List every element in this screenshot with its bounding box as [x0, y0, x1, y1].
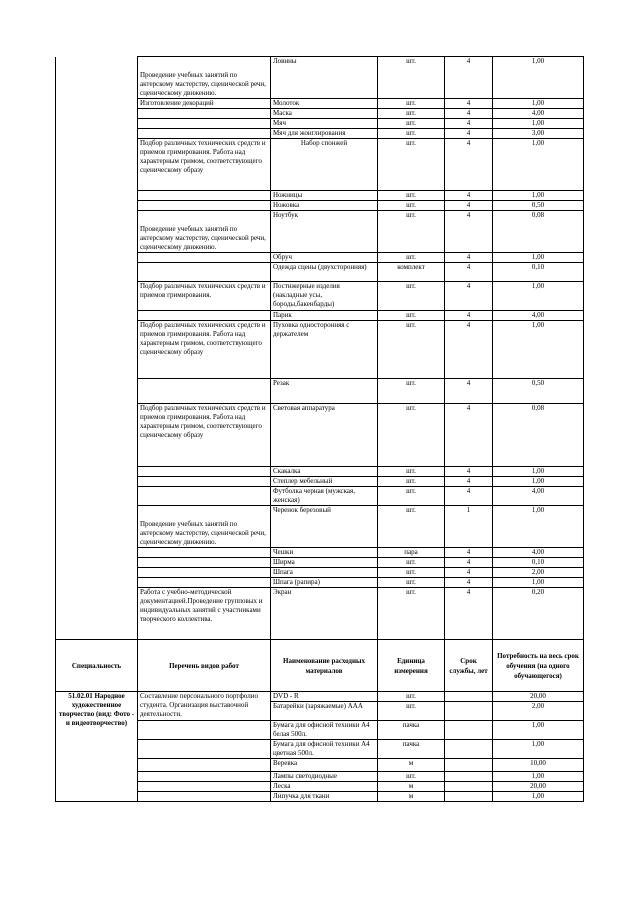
works-cell: [138, 467, 271, 477]
years-cell: 4: [445, 379, 493, 404]
unit-cell: шт.: [378, 253, 445, 263]
specialty-cell-empty: [56, 263, 138, 282]
works-cell: Проведение учебных занятий по актерскому мастерству, сценической речи, сценическому движению.: [138, 506, 271, 548]
table-row: [56, 692, 584, 702]
need-cell: 0,20: [493, 588, 584, 640]
need-cell: 1,00: [493, 99, 584, 109]
material-cell: Шпага: [271, 568, 378, 578]
material-cell: Мяч: [271, 119, 378, 129]
need-cell: 0,10: [493, 558, 584, 568]
table-row: [56, 379, 584, 404]
unit-cell: шт.: [378, 379, 445, 404]
material-cell: Одежда сцены (двухсторонняя): [271, 263, 378, 282]
specialty-cell-empty: [56, 109, 138, 119]
unit-cell: шт.: [378, 282, 445, 311]
need-cell: 0,08: [493, 404, 584, 467]
specialty-cell-empty: [56, 321, 138, 379]
table-row: [56, 282, 584, 311]
material-cell: Чешки: [271, 548, 378, 558]
works-cell: [138, 119, 271, 129]
works-cell: [138, 578, 271, 588]
unit-cell: шт.: [378, 109, 445, 119]
table-row: [56, 506, 584, 548]
unit-cell: пачка: [378, 740, 445, 759]
material-cell: Черенок березовый: [271, 506, 378, 548]
years-cell: [445, 692, 493, 702]
years-cell: 4: [445, 139, 493, 191]
works-cell: [138, 311, 271, 321]
works-cell: [138, 109, 271, 119]
years-cell: 4: [445, 487, 493, 506]
years-cell: 4: [445, 568, 493, 578]
years-cell: [445, 759, 493, 772]
table-row: [56, 57, 584, 99]
table-row: [56, 568, 584, 578]
years-cell: 4: [445, 201, 493, 211]
works-cell: [138, 263, 271, 282]
works-cell: Подбор различных технических средств и приемов гримирования. Работа над характерным гримом, соответствующего сценическому образу: [138, 139, 271, 191]
years-cell: 4: [445, 57, 493, 99]
unit-cell: шт.: [378, 772, 445, 782]
unit-cell: шт.: [378, 139, 445, 191]
works-cell: [138, 487, 271, 506]
works-cell: Составление персонального портфолио студента. Организация выставочной деятельности.: [138, 692, 271, 721]
need-cell: 1,00: [493, 721, 584, 740]
table-row: [56, 467, 584, 477]
material-cell: Леска: [271, 782, 378, 792]
unit-cell: комплект: [378, 263, 445, 282]
materials-table: [55, 56, 584, 802]
need-cell: 1,00: [493, 139, 584, 191]
years-cell: [445, 721, 493, 740]
need-cell: 1,00: [493, 578, 584, 588]
header-works: Перечень видов работ: [138, 640, 271, 692]
material-cell: Ножницы: [271, 191, 378, 201]
need-cell: 1,00: [493, 253, 584, 263]
works-cell: [138, 191, 271, 201]
unit-cell: м: [378, 759, 445, 772]
unit-cell: шт.: [378, 506, 445, 548]
works-cell: [138, 558, 271, 568]
works-cell: Работа с учебно-методической документацией.Проведение групповых и индивидуальных занятий с участниками творческого коллектива.: [138, 588, 271, 640]
material-cell: Веревка: [271, 759, 378, 772]
table-row: [56, 321, 584, 379]
table-row: [56, 477, 584, 487]
need-cell: 1,00: [493, 506, 584, 548]
specialty-cell-empty: [56, 558, 138, 568]
specialty-cell-empty: [56, 506, 138, 548]
specialty-cell: 51.02.01 Народное художественное творчество (вид: Фото - и видеотворчество): [56, 692, 138, 802]
unit-cell: шт.: [378, 99, 445, 109]
specialty-cell-empty: [56, 311, 138, 321]
need-cell: 1,00: [493, 282, 584, 311]
unit-cell: шт.: [378, 568, 445, 578]
works-cell: [138, 477, 271, 487]
table-row: [56, 211, 584, 253]
years-cell: 4: [445, 191, 493, 201]
need-cell: 4,00: [493, 109, 584, 119]
need-cell: 4,00: [493, 548, 584, 558]
specialty-cell-empty: [56, 139, 138, 191]
years-cell: 4: [445, 548, 493, 558]
years-cell: 4: [445, 263, 493, 282]
works-cell: [138, 568, 271, 578]
works-cell: Подбор различных технических средств и приемов гримирования. Работа над характерным гримом, соответствующего сценическому образу: [138, 404, 271, 467]
need-cell: 0,10: [493, 263, 584, 282]
unit-cell: шт.: [378, 404, 445, 467]
specialty-cell-empty: [56, 282, 138, 311]
material-cell: Постижерные изделия (накладные усы, бороды,бакенбарды): [271, 282, 378, 311]
years-cell: 4: [445, 578, 493, 588]
unit-cell: шт.: [378, 558, 445, 568]
header-specialty: Специальность: [56, 640, 138, 692]
years-cell: [445, 772, 493, 782]
need-cell: 4,00: [493, 487, 584, 506]
works-cell: Подбор различных технических средств и приемов гримирования. Работа над характерным гримом, соответствующего сценическому образу: [138, 321, 271, 379]
unit-cell: шт.: [378, 692, 445, 702]
unit-cell: шт.: [378, 477, 445, 487]
unit-cell: пара: [378, 548, 445, 558]
table-row: [56, 119, 584, 129]
material-cell: Бумага для офисной техники А4 белая 500л.: [271, 721, 378, 740]
need-cell: 2,00: [493, 568, 584, 578]
table-header-row: [56, 640, 584, 692]
material-cell: Мяч для жонглирования: [271, 129, 378, 139]
material-cell: Шпага (рапира): [271, 578, 378, 588]
material-cell: Лампы светодиодные: [271, 772, 378, 782]
header-unit: Единица измерения: [378, 640, 445, 692]
years-cell: 4: [445, 477, 493, 487]
works-cell-empty: [138, 721, 271, 740]
unit-cell: шт.: [378, 57, 445, 99]
need-cell: 4,00: [493, 311, 584, 321]
specialty-cell-empty: [56, 404, 138, 467]
table-row: [56, 548, 584, 558]
specialty-cell-empty: [56, 253, 138, 263]
works-cell: [138, 548, 271, 558]
need-cell: 10,00: [493, 759, 584, 772]
need-cell: 1,00: [493, 321, 584, 379]
years-cell: [445, 782, 493, 792]
material-cell: Набор спонжей: [271, 139, 378, 191]
header-materials: Наименование расходных материалов: [271, 640, 378, 692]
need-cell: 20,00: [493, 782, 584, 792]
years-cell: 4: [445, 99, 493, 109]
table-row: [56, 404, 584, 467]
specialty-cell-empty: [56, 99, 138, 109]
works-cell-empty: [138, 759, 271, 772]
years-cell: 4: [445, 404, 493, 467]
table-row: [56, 99, 584, 109]
specialty-cell-empty: [56, 211, 138, 253]
unit-cell: шт.: [378, 578, 445, 588]
material-cell: Ноутбук: [271, 211, 378, 253]
works-cell-empty: [138, 772, 271, 782]
specialty-cell-empty: [56, 568, 138, 578]
specialty-cell-empty: [56, 588, 138, 640]
years-cell: 4: [445, 119, 493, 129]
need-cell: 2,00: [493, 702, 584, 721]
table-row: [56, 191, 584, 201]
need-cell: 1,00: [493, 740, 584, 759]
specialty-cell-empty: [56, 578, 138, 588]
need-cell: 1,00: [493, 467, 584, 477]
specialty-cell-empty: [56, 119, 138, 129]
need-cell: 1,00: [493, 191, 584, 201]
table-row: [56, 311, 584, 321]
material-cell: Маска: [271, 109, 378, 119]
material-cell: Ножовка: [271, 201, 378, 211]
specialty-cell-empty: [56, 191, 138, 201]
years-cell: [445, 740, 493, 759]
years-cell: 4: [445, 321, 493, 379]
specialty-cell-empty: [56, 548, 138, 558]
unit-cell: шт.: [378, 201, 445, 211]
specialty-cell-empty: [56, 477, 138, 487]
unit-cell: шт.: [378, 588, 445, 640]
header-need: Потребность на весь срок обучения (на одного обучающегося): [493, 640, 584, 692]
material-cell: DVD - R: [271, 692, 378, 702]
material-cell: Футболка черная (мужская, женская): [271, 487, 378, 506]
material-cell: Степлер мебельный: [271, 477, 378, 487]
material-cell: Молоток: [271, 99, 378, 109]
years-cell: 4: [445, 282, 493, 311]
table-row: [56, 201, 584, 211]
years-cell: 4: [445, 467, 493, 477]
unit-cell: шт.: [378, 702, 445, 721]
material-cell: Пуховка односторонняя с держателем: [271, 321, 378, 379]
works-cell: [138, 253, 271, 263]
table-row: [56, 253, 584, 263]
header-years: Срок службы, лет: [445, 640, 493, 692]
specialty-cell-empty: [56, 467, 138, 477]
table-row: [56, 588, 584, 640]
material-cell: Парик: [271, 311, 378, 321]
specialty-cell-empty: [56, 487, 138, 506]
need-cell: 0,08: [493, 211, 584, 253]
material-cell: Ширма: [271, 558, 378, 568]
material-cell: Обруч: [271, 253, 378, 263]
material-cell: Ловины: [271, 57, 378, 99]
table-row: [56, 109, 584, 119]
material-cell: Скакалка: [271, 467, 378, 477]
table-row: [56, 487, 584, 506]
years-cell: 4: [445, 588, 493, 640]
need-cell: 1,00: [493, 792, 584, 802]
works-cell-empty: [138, 740, 271, 759]
years-cell: 4: [445, 311, 493, 321]
years-cell: 4: [445, 558, 493, 568]
unit-cell: шт.: [378, 467, 445, 477]
works-cell: [138, 379, 271, 404]
need-cell: 1,00: [493, 772, 584, 782]
material-cell: Резак: [271, 379, 378, 404]
works-cell: Изготовление декораций: [138, 99, 271, 109]
need-cell: 0,50: [493, 201, 584, 211]
years-cell: [445, 792, 493, 802]
material-cell: Липучка для ткани: [271, 792, 378, 802]
works-cell-empty: [138, 792, 271, 802]
unit-cell: пачка: [378, 721, 445, 740]
need-cell: 0,50: [493, 379, 584, 404]
unit-cell: шт.: [378, 487, 445, 506]
works-cell-empty: [138, 782, 271, 792]
unit-cell: м: [378, 792, 445, 802]
years-cell: 4: [445, 109, 493, 119]
table-row: [56, 263, 584, 282]
table-row: [56, 139, 584, 191]
years-cell: [445, 702, 493, 721]
need-cell: 1,00: [493, 477, 584, 487]
material-cell: Световая аппаратура: [271, 404, 378, 467]
specialty-cell-empty: [56, 201, 138, 211]
unit-cell: шт.: [378, 119, 445, 129]
unit-cell: м: [378, 782, 445, 792]
works-cell: Проведение учебных занятий по актерскому мастерству, сценической речи, сценическому движению.: [138, 57, 271, 99]
need-cell: 3,00: [493, 129, 584, 139]
table-row: [56, 558, 584, 568]
unit-cell: шт.: [378, 129, 445, 139]
need-cell: 20,00: [493, 692, 584, 702]
need-cell: 1,00: [493, 119, 584, 129]
table-row: [56, 578, 584, 588]
years-cell: 4: [445, 129, 493, 139]
material-cell: Экран: [271, 588, 378, 640]
specialty-cell-empty: [56, 379, 138, 404]
material-cell: Батарейки (заряжаемые) ААА: [271, 702, 378, 721]
specialty-cell-empty: [56, 129, 138, 139]
unit-cell: шт.: [378, 191, 445, 201]
works-cell: Проведение учебных занятий по актерскому мастерству, сценической речи, сценическому движению.: [138, 211, 271, 253]
years-cell: 4: [445, 211, 493, 253]
works-cell: Подбор различных технических средств и приемов гримирования.: [138, 282, 271, 311]
specialty-cell-empty: [56, 57, 138, 99]
years-cell: 1: [445, 506, 493, 548]
material-cell: Бумага для офисной техники А4 цветная 500л.: [271, 740, 378, 759]
unit-cell: шт.: [378, 211, 445, 253]
unit-cell: шт.: [378, 321, 445, 379]
need-cell: 1,00: [493, 57, 584, 99]
works-cell: [138, 129, 271, 139]
table-row: [56, 129, 584, 139]
unit-cell: шт.: [378, 311, 445, 321]
works-cell: [138, 201, 271, 211]
years-cell: 4: [445, 253, 493, 263]
